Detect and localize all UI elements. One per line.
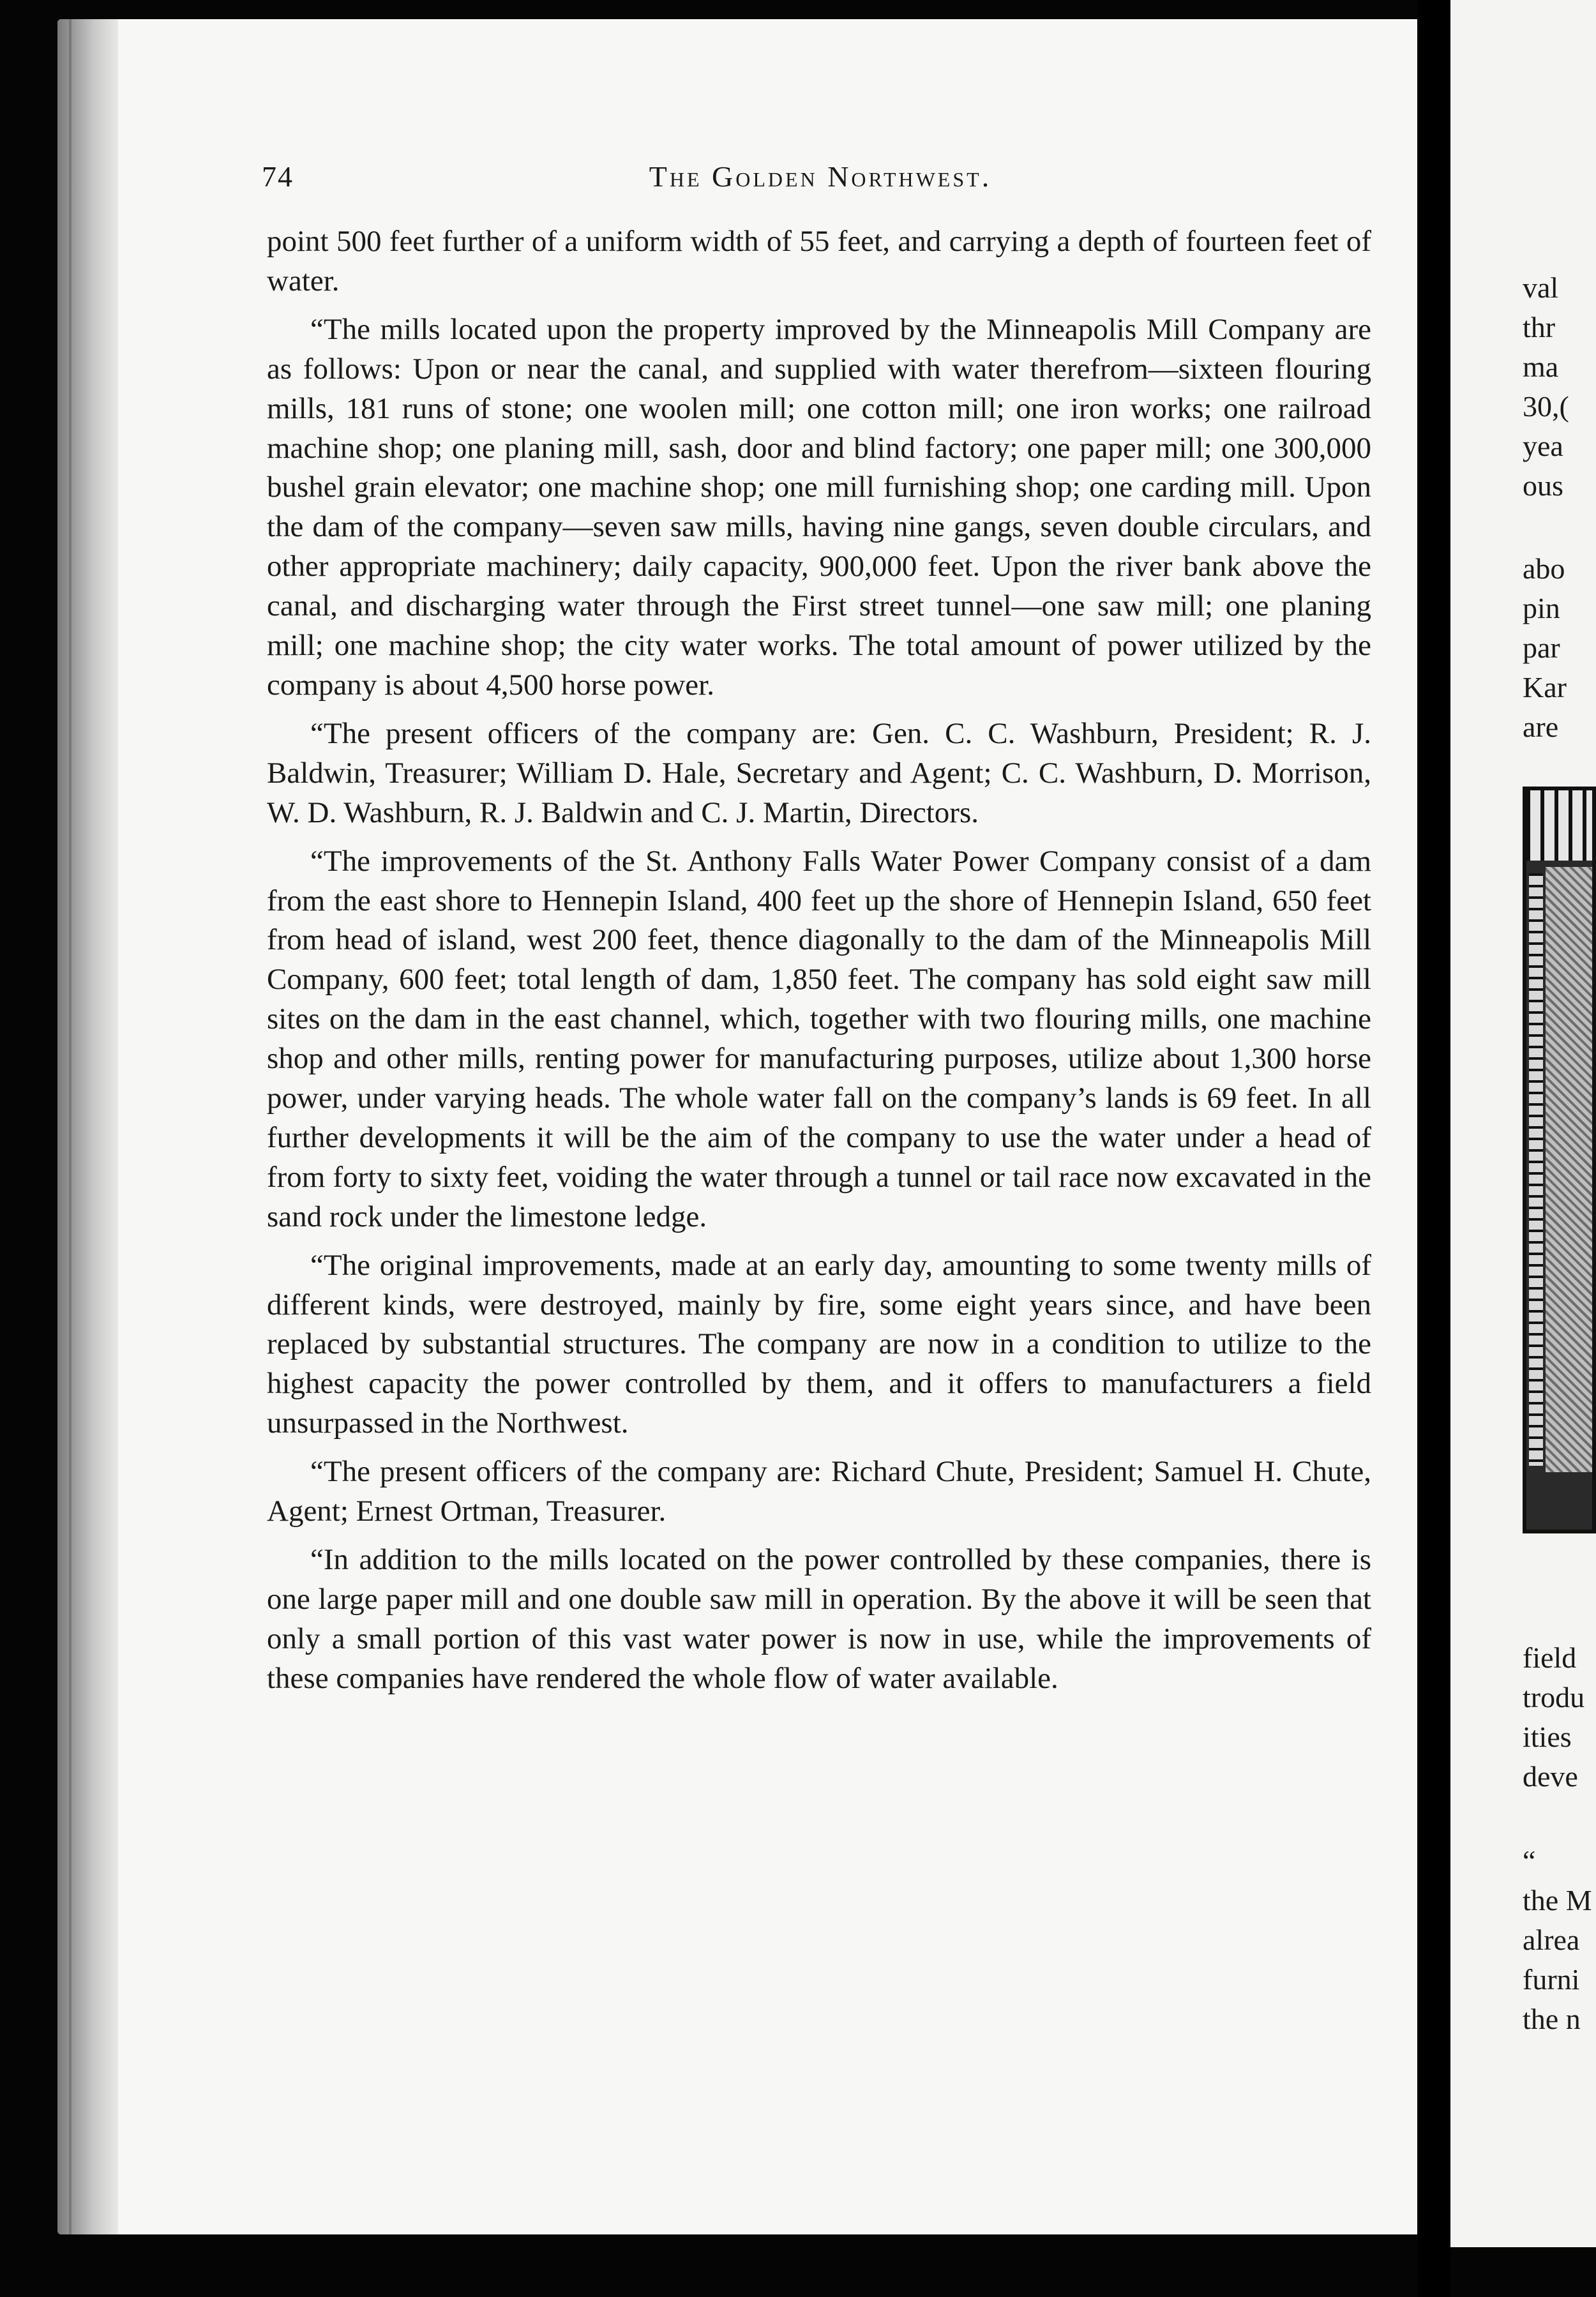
page-edge-shadow: [57, 19, 118, 2234]
paragraph-additional-mills: “In addition to the mills located on the power controlled by these companies, there is one large paper mill and one double saw mill in operation. By the above it will be seen that only a small portion of this vast water power is now in use, while the improvements of these companies have rendered the whole flow of water available.: [267, 1543, 1371, 1695]
page-number: 74: [262, 160, 294, 193]
engraving-scroll-ornament: [1529, 873, 1543, 1466]
page-header: [262, 160, 1379, 204]
paragraph-minneapolis-officers: “The present officers of the company are: Gen. C. C. Washburn, President; R. J. Baldwin, Treasurer; William D. Hale, Secretary and Agent; C. C. Washburn, D. Morrison, W. D. Washburn, R. J. Baldwin and C. J. Martin, Directors.: [267, 716, 1371, 829]
running-title: The Golden Northwest.: [649, 160, 992, 193]
engraving-lattice-ornament: [1526, 790, 1592, 861]
paragraph-original-improvements: “The original improvements, made at an early day, amounting to some twenty mills of different kinds, were destroyed, mainly by fire, some eight years since, and have been replaced by substantial structures. The company are now in a condition to utilize to the highest capacity the power controlled by them, and it offers to manufacturers a field unsurpassed in the Northwest.: [267, 1248, 1371, 1440]
paragraph-minneapolis-mills: “The mills located upon the property improved by the Minneapolis Mill Company are as follows: Upon or near the canal, and supplied with water therefrom—sixteen flouring mills, 181 runs of stone; one woolen mill; one cotton mill; one iron works; one railroad machine shop; one planing mill, sash, door and blind factory; one paper mill; one 300,000 bushel grain elevator; one machine shop; one mill furnishing shop; one carding mill. Upon the dam of the company—seven saw mills, having nine gangs, seven double circulars, and other appropriate machinery; daily capacity, 900,000 feet. Upon the river bank above the canal, and discharging water through the First street tunnel—one saw mill; one planing mill; one machine shop; the city water works. The total amount of power utilized by the company is about 4,500 horse power.: [267, 312, 1371, 702]
facing-page-engraving: [1523, 787, 1596, 1533]
paragraph-st-anthony-officers: “The present officers of the company are: Richard Chute, President; Samuel H. Chute, Agent; Ernest Ortman, Treasurer.: [267, 1455, 1371, 1528]
engraving-illustration: [1546, 867, 1592, 1472]
body-text: [267, 222, 1371, 1708]
facing-page-text-middle: abo pin par Kar are: [1523, 552, 1567, 743]
facing-page-text-lower: field trodu ities deve: [1523, 1641, 1585, 1793]
paragraph-continuation: point 500 feet further of a uniform width of 55 feet, and carrying a depth of fourteen feet of water.: [267, 225, 1371, 297]
facing-page-text-bottom: “ the M alrea furni the n: [1523, 1844, 1592, 2035]
paragraph-st-anthony-improvements: “The improvements of the St. Anthony Falls Water Power Company consist of a dam from the east shore to Hennepin Island, 400 feet up the shore of Hennepin Island, 650 feet from head of island, west 200 feet, thence diagonally to the dam of the Minneapolis Mill Company, 600 feet; total length of dam, 1,850 feet. The company has sold eight saw mill sites on the dam in the east channel, which, together with two flouring mills, one machine shop and other mills, renting power for manufacturing purposes, utilize about 1,300 horse power, under varying heads. The whole water fall on the company’s lands is 69 feet. In all further developments it will be the aim of the company to use the water under a head of from forty to sixty feet, voiding the water through a tunnel or tail race now excavated in the sand rock under the limestone ledge.: [267, 844, 1371, 1233]
facing-page-text-top: val thr ma 30,( yea ous: [1523, 271, 1569, 502]
book-gutter: [1417, 0, 1450, 2297]
